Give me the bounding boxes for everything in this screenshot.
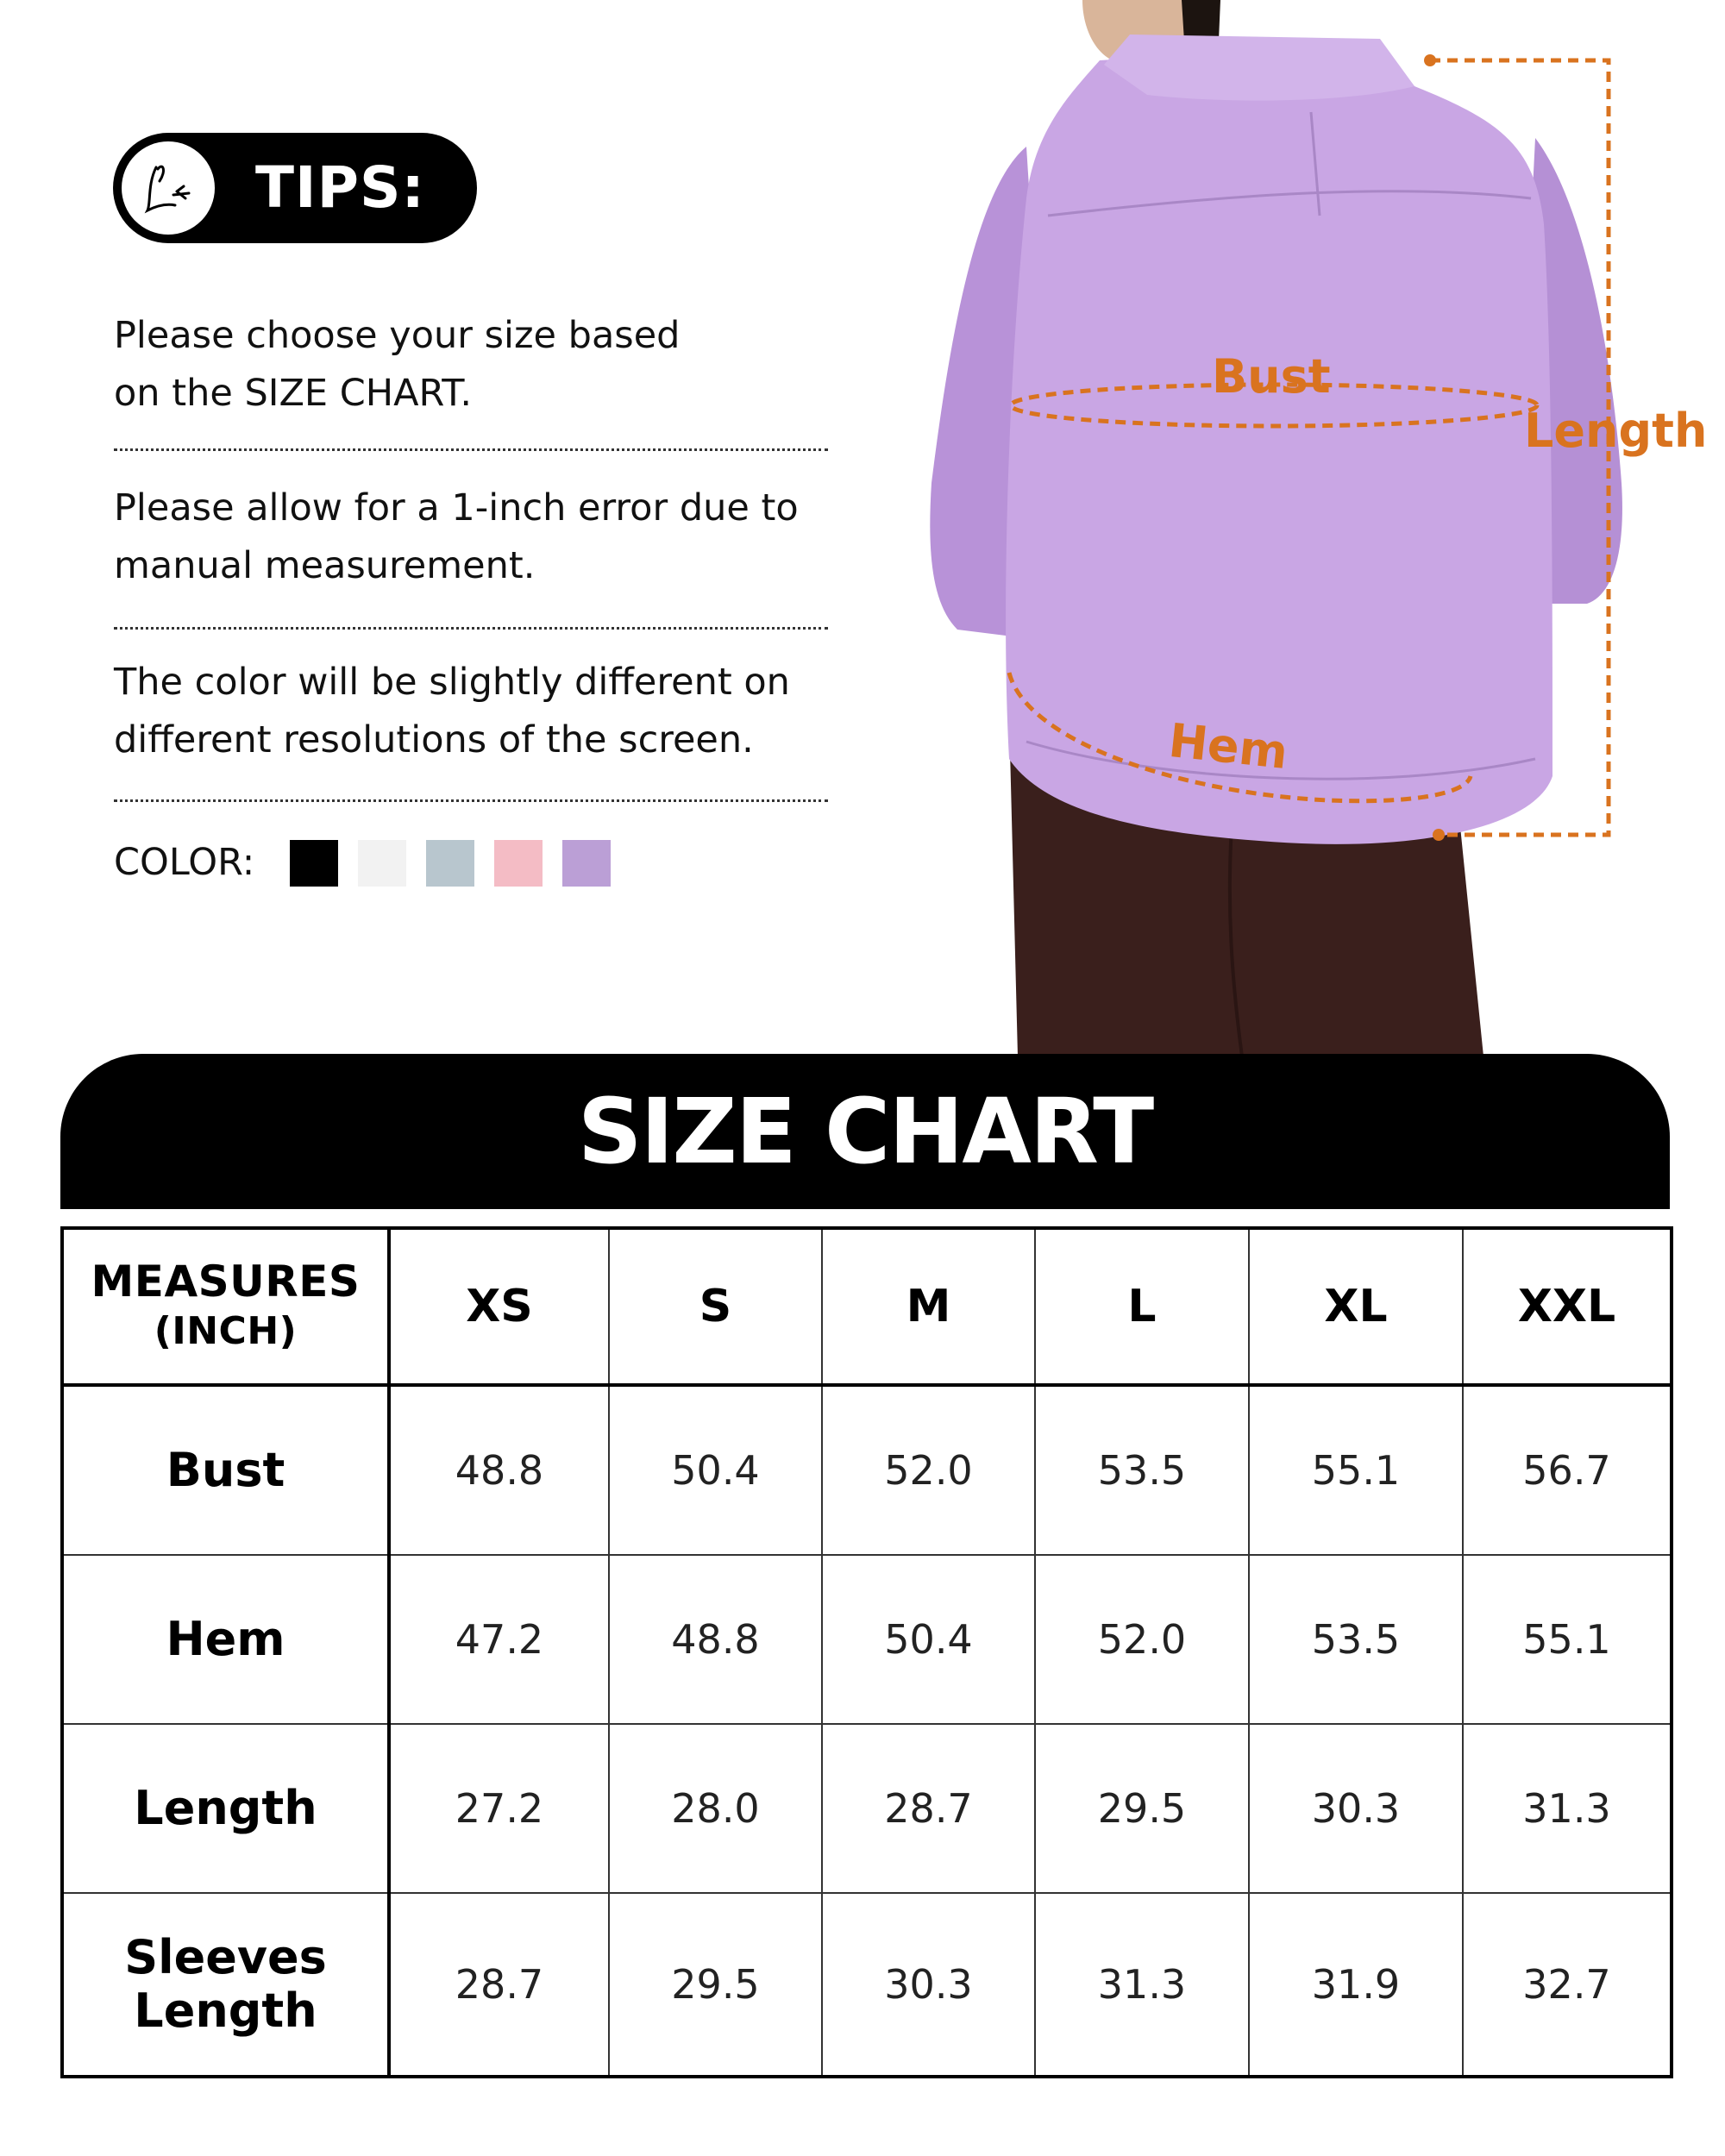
tip-size-chart [114,307,856,423]
size-header-s: S [609,1228,822,1385]
table-cell: 29.5 [1035,1724,1249,1893]
tip-line: different resolutions of the screen. [114,718,754,761]
row-label [62,1724,389,1893]
brand-logo-icon [122,141,215,235]
size-header-xxl: XXL [1463,1228,1672,1385]
product-illustration [897,0,1725,1056]
table-cell: 27.2 [389,1724,609,1893]
measures-header [62,1228,389,1385]
table-cell: 32.7 [1463,1893,1672,2077]
measures-unit: (INCH) [154,1309,298,1353]
measures-header-line: MEASURES [91,1257,361,1307]
table-cell: 53.5 [1249,1555,1463,1724]
color-swatch-white[interactable] [358,840,406,887]
color-swatch-lavender[interactable] [562,840,611,887]
color-label: COLOR: [114,841,255,884]
table-cell: 28.7 [389,1893,609,2077]
table-cell: 47.2 [389,1555,609,1724]
tip-line: manual measurement. [114,544,536,587]
color-swatch-pink[interactable] [494,840,543,887]
table-cell: 48.8 [389,1385,609,1555]
tip-divider [114,627,828,630]
tip-line: Please allow for a 1-inch error due to [114,486,799,530]
tip-divider [114,799,828,802]
size-chart-header [60,1054,1670,1209]
color-swatch-black[interactable] [290,840,338,887]
brand-logo [122,141,215,235]
tip-line: on the SIZE CHART. [114,372,473,415]
table-cell: 55.1 [1463,1555,1672,1724]
tip-line: The color will be slightly different on [114,661,790,704]
table-cell: 55.1 [1249,1385,1463,1555]
tip-color-difference [114,654,856,769]
tip-line: Please choose your size based [114,314,681,357]
row-label [62,1893,389,2077]
size-chart-title: SIZE CHART [577,1079,1153,1184]
row-label-line: Hem [166,1612,285,1666]
table-cell: 56.7 [1463,1385,1672,1555]
color-swatch-grey-blue[interactable] [426,840,474,887]
table-cell: 48.8 [609,1555,822,1724]
tip-measurement-error [114,479,856,595]
table-cell: 52.0 [822,1385,1035,1555]
row-label-line: Length [134,1781,317,1835]
table-header-row [62,1228,1672,1385]
tips-title: TIPS: [255,154,425,221]
table-cell: 50.4 [822,1555,1035,1724]
table-cell: 30.3 [822,1893,1035,2077]
table-row-sleeves-length [62,1893,1672,2077]
size-header-l: L [1035,1228,1249,1385]
table-cell: 31.3 [1035,1893,1249,2077]
size-header-m: M [822,1228,1035,1385]
row-label [62,1385,389,1555]
row-label-line: Length [134,1984,317,2038]
hem-label: Hem [1166,712,1291,780]
size-chart-table [60,1226,1673,2078]
row-label-line: Bust [166,1443,285,1497]
table-row-bust [62,1385,1672,1555]
table-row-hem [62,1555,1672,1724]
row-label [62,1555,389,1724]
table-cell: 30.3 [1249,1724,1463,1893]
table-cell: 31.9 [1249,1893,1463,2077]
model-jacket-image [897,0,1725,1056]
row-label-line: Sleeves [124,1930,327,1984]
table-cell: 29.5 [609,1893,822,2077]
table-cell: 31.3 [1463,1724,1672,1893]
tip-divider [114,448,828,451]
size-header-xs: XS [389,1228,609,1385]
table-cell: 28.0 [609,1724,822,1893]
table-cell: 52.0 [1035,1555,1249,1724]
bust-label: Bust [1212,349,1331,404]
tips-heading-pill [113,133,477,243]
size-header-xl: XL [1249,1228,1463,1385]
length-label: Length [1524,404,1708,458]
table-cell: 50.4 [609,1385,822,1555]
table-row-length [62,1724,1672,1893]
table-cell: 53.5 [1035,1385,1249,1555]
table-cell: 28.7 [822,1724,1035,1893]
